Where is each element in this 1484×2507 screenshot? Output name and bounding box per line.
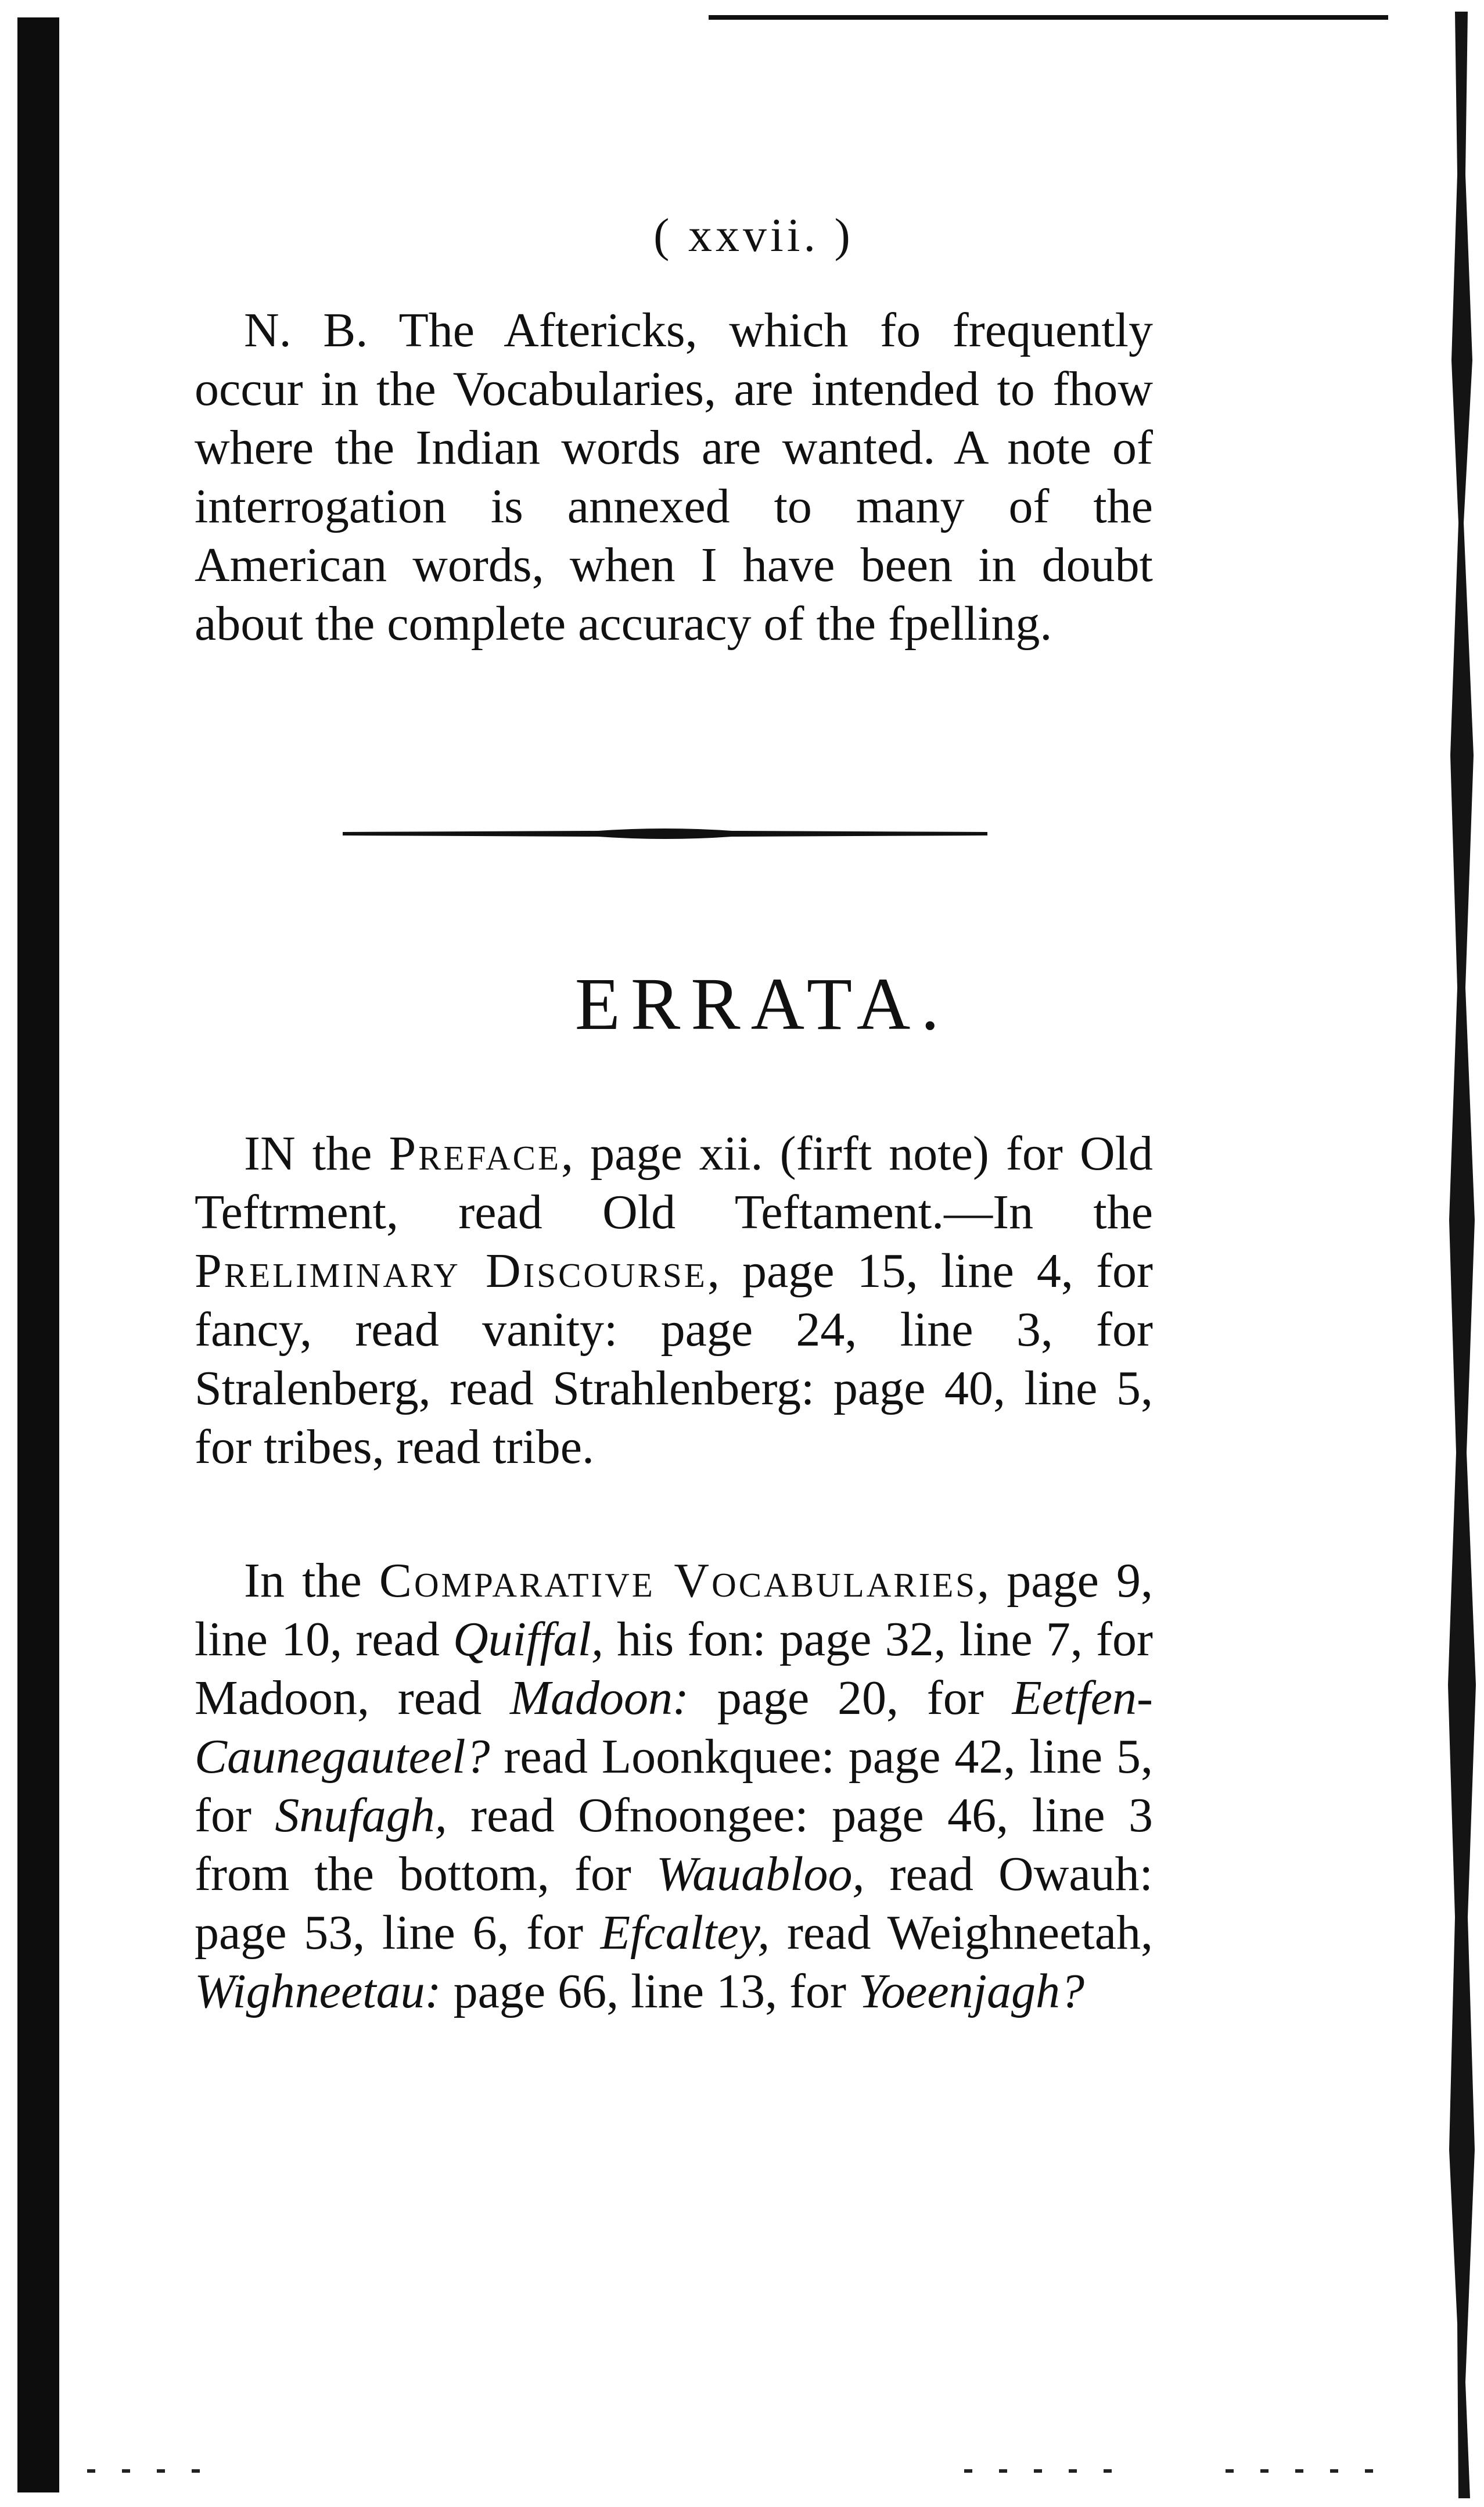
italic-word: Yoeenjagh?	[858, 1964, 1084, 2018]
italic-word: Quiffal,	[453, 1612, 604, 1666]
errata-text: page 20, for	[688, 1671, 1012, 1725]
page-bottom-speckle	[87, 2469, 203, 2473]
errata-paragraph-vocabularies	[195, 1551, 1153, 2021]
errata-text: , page 15, line 4, for fancy, read vanity: page 24, line 3, for Stralenberg, read Strahlenberg: page 40, line 5, for tribes, read tribe.	[195, 1244, 1153, 1474]
page-right-edge	[1432, 0, 1484, 2507]
errata-paragraph-preface	[195, 1124, 1153, 1476]
preface-small-caps: Preface	[389, 1127, 562, 1181]
comparative-vocabularies-small-caps: Comparative Vocabularies	[379, 1554, 978, 1608]
errata-text: his fon: page 32, line 7, for Madoon, read	[195, 1612, 1153, 1725]
errata-text: read Owauh: page 53, line 6, for	[195, 1847, 1153, 1960]
errata-text: read Loonkquee: page 42, line 5, for	[195, 1730, 1153, 1842]
italic-word: Eetfen-Caunegauteel?	[195, 1671, 1154, 1784]
preliminary-discourse-small-caps: Preliminary Discourse	[195, 1244, 707, 1298]
page-bottom-speckle	[964, 2469, 1138, 2473]
errata-text: read Ofnoongee: page 46, line 3 from the bottom, for	[195, 1788, 1153, 1901]
errata-text: , page 9, line 10, read	[195, 1554, 1154, 1666]
page-top-edge	[709, 15, 1388, 20]
errata-text: , page xii. (firft note) for Old Teftrment, read Old Teftament.—In the	[195, 1127, 1153, 1239]
italic-word: Madoon:	[510, 1671, 689, 1725]
note-text: N. B. The Aftericks, which fo frequently occur in the Vocabularies, are intended to fhow where the Indian words are wanted. A note of interrogation is annexed to many of the American words, when I have been in doubt about the complete accuracy of the fpelling.	[195, 303, 1153, 651]
note-paragraph	[195, 301, 1153, 653]
page-left-border	[17, 17, 59, 2492]
errata-heading: ERRATA.	[574, 963, 950, 1045]
page-bottom-speckle	[1226, 2469, 1377, 2473]
errata-text: In the	[244, 1554, 379, 1608]
errata-text: page 66, line 13, for	[441, 1964, 859, 2018]
italic-word: Wauabloo,	[656, 1847, 865, 1901]
section-divider	[343, 825, 987, 842]
italic-word: Snufagh,	[275, 1788, 447, 1842]
italic-word: Efcaltey,	[600, 1906, 770, 1960]
errata-text: read Weighneetah,	[770, 1906, 1153, 1960]
errata-text: IN the	[244, 1127, 389, 1181]
italic-word: Wighneetau:	[195, 1964, 441, 2018]
page-number: ( xxvii. )	[653, 209, 854, 261]
